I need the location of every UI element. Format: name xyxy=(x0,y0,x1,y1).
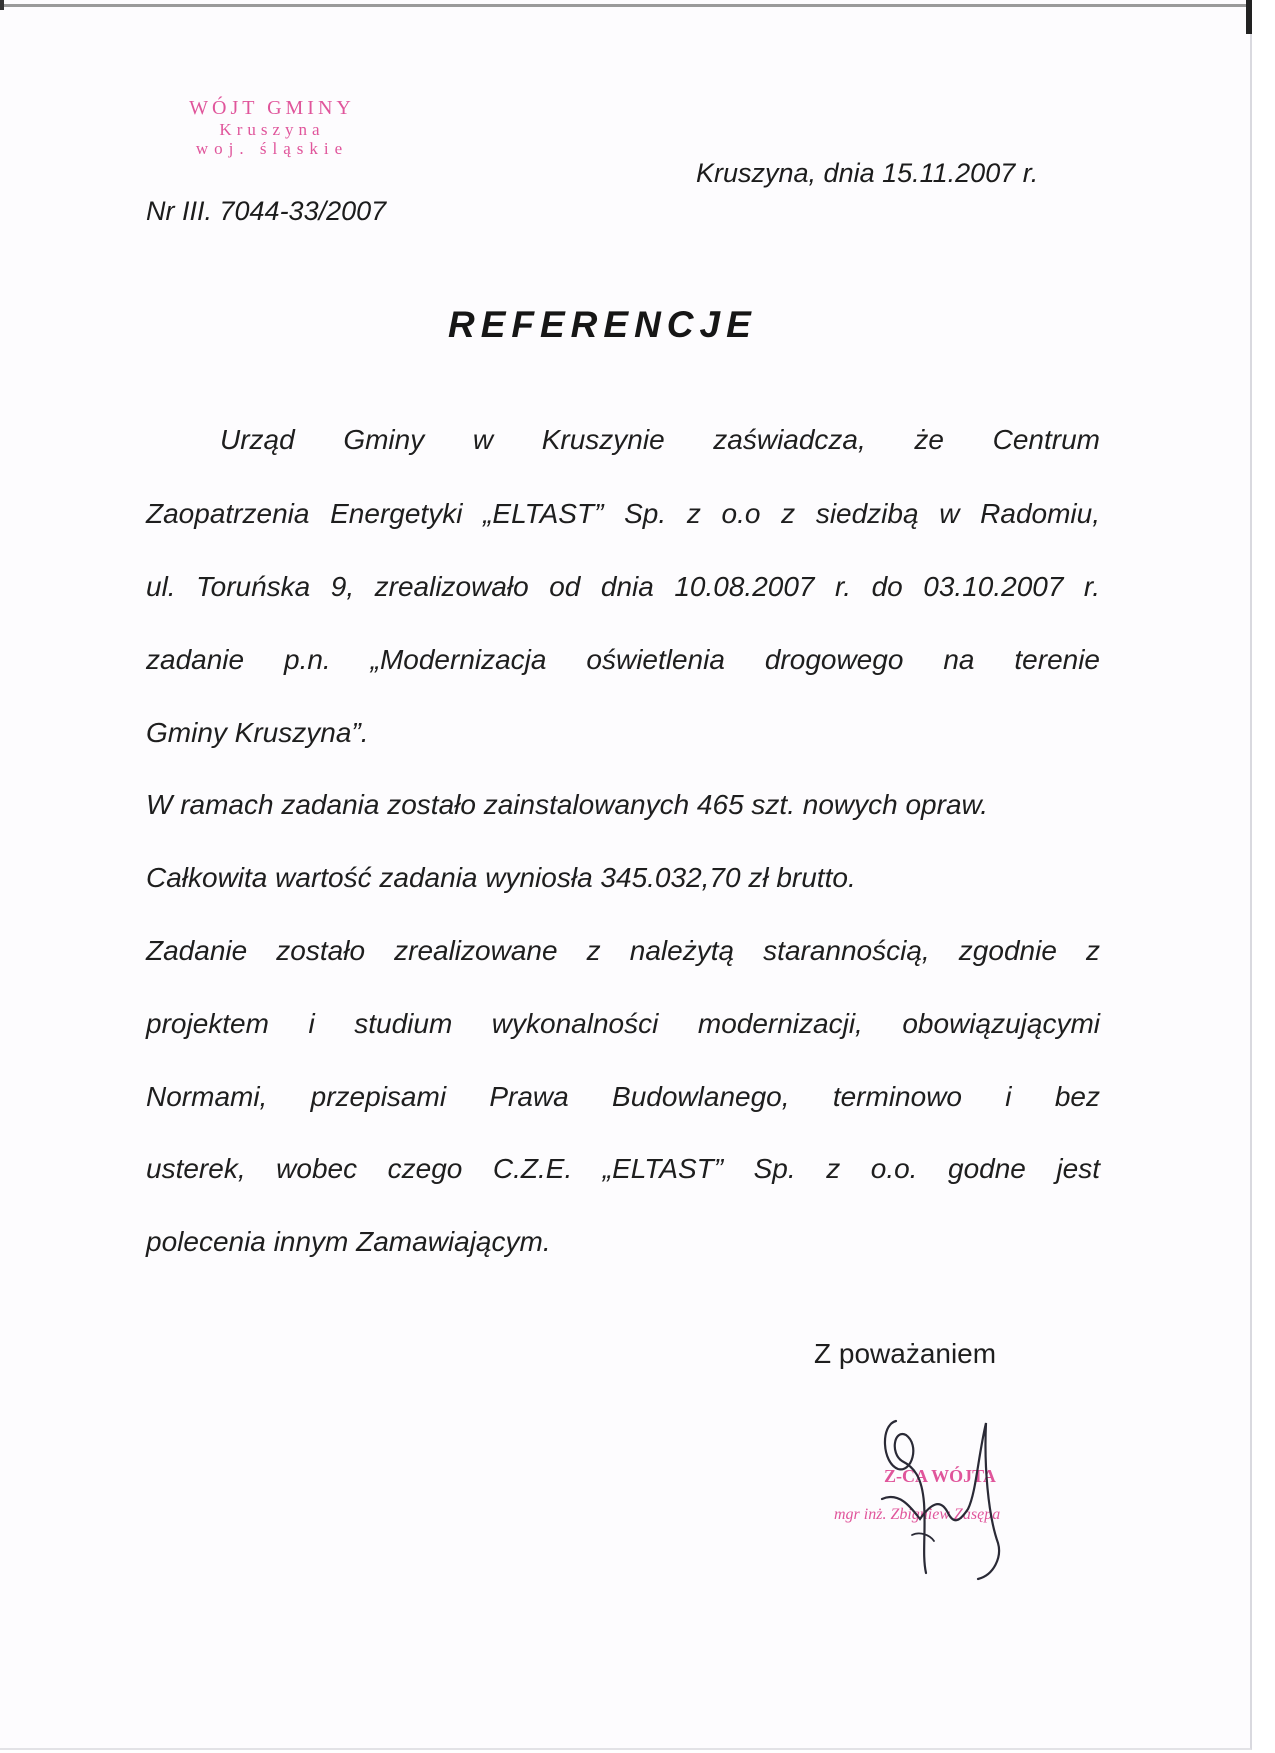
closing-salutation: Z poważaniem xyxy=(814,1338,997,1369)
stamp-line-1: WÓJT GMINY xyxy=(189,97,355,119)
signature-stamp-title: Z-CA WÓJTA xyxy=(884,1466,996,1486)
stamp-line-2: Kruszyna xyxy=(219,120,325,139)
date-line: Kruszyna, dnia 15.11.2007 r. xyxy=(696,158,1039,188)
body-line: polecenia innym Zamawiającym. xyxy=(146,1226,551,1257)
body-line: projektem i studium wykonalności modernizacji, obowiązującymi xyxy=(146,1008,1100,1039)
scan-right-mark xyxy=(1246,0,1252,34)
body-line: Normami, przepisami Prawa Budowlanego, terminowo i bez xyxy=(146,1081,1100,1112)
scan-corner-mark xyxy=(0,0,4,10)
body-line: usterek, wobec czego C.Z.E. „ELTAST” Sp. z o.o. godne jest xyxy=(146,1153,1100,1184)
body-line: Całkowita wartość zadania wyniosła 345.032,70 zł brutto. xyxy=(146,862,856,893)
scan-top-edge xyxy=(0,4,1250,7)
body-line: Urząd Gminy w Kruszynie zaświadcza, że Centrum xyxy=(220,424,1100,455)
body-line: ul. Toruńska 9, zrealizowało od dnia 10.08.2007 r. do 03.10.2007 r. xyxy=(146,571,1100,602)
handwritten-signature xyxy=(860,1405,1040,1585)
stamp-line-3: woj. śląskie xyxy=(195,139,349,158)
body-line: W ramach zadania zostało zainstalowanych 465 szt. nowych opraw. xyxy=(146,789,988,820)
office-stamp xyxy=(152,98,392,157)
body-line: zadanie p.n. „Modernizacja oświetlenia drogowego na terenie xyxy=(146,644,1100,675)
body-line: Zaopatrzenia Energetyki „ELTAST” Sp. z o.o z siedzibą w Radomiu, xyxy=(146,498,1100,529)
reference-number: Nr III. 7044-33/2007 xyxy=(146,196,387,226)
body-line: Zadanie zostało zrealizowane z należytą starannością, zgodnie z xyxy=(146,935,1100,966)
signature-stamp-name: mgr inż. Zbigniew Zasępa xyxy=(834,1506,1001,1523)
document-title: REFERENCJE xyxy=(448,304,757,345)
body-line: Gminy Kruszyna”. xyxy=(146,717,369,748)
